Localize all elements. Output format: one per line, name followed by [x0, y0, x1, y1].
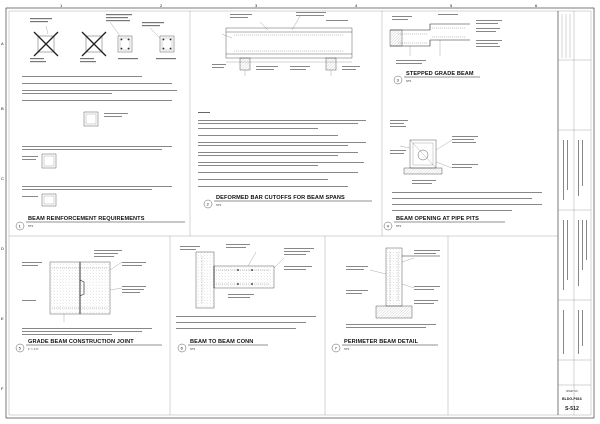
- detail-scale: NTS: [396, 225, 402, 228]
- grid-label: B: [1, 106, 4, 111]
- grid-label: F: [1, 386, 4, 391]
- sheet-label: SHEET NO.: [566, 391, 579, 393]
- grid-label: 1: [60, 3, 63, 8]
- grid-label: 2: [160, 3, 163, 8]
- detail-number: 4: [386, 223, 389, 229]
- detail-6-drawing: [176, 244, 316, 329]
- grid-label: 5: [450, 3, 453, 8]
- detail-5-title: [16, 339, 162, 352]
- detail-title: STEPPED GRADE BEAM: [406, 71, 474, 77]
- detail-number: 1: [18, 223, 21, 229]
- detail-title: GRADE BEAM CONSTRUCTION JOINT: [28, 339, 134, 345]
- detail-number: 7: [334, 345, 337, 351]
- grid-label: A: [1, 41, 4, 46]
- detail-7-title: [332, 339, 438, 352]
- detail-number: 3: [396, 77, 399, 83]
- grid-label: C: [1, 176, 4, 181]
- detail-scale: NTS: [28, 225, 34, 228]
- detail-3-drawing: [390, 14, 502, 64]
- detail-4-title: [384, 216, 505, 230]
- detail-5-drawing: [22, 250, 152, 335]
- detail-scale: NTS: [406, 80, 412, 83]
- detail-number: 5: [18, 345, 21, 351]
- detail-4-drawing: [390, 120, 542, 211]
- grid-label: E: [1, 316, 4, 321]
- detail-3-title: [394, 71, 480, 84]
- detail-number: 6: [180, 345, 183, 351]
- detail-scale: NTS: [216, 204, 222, 207]
- grid-labels-top: [60, 3, 538, 8]
- detail-title: BEAM OPENING AT PIPE PITS: [396, 216, 479, 222]
- grid-label: 4: [355, 3, 358, 8]
- detail-title: DEFORMED BAR CUTOFFS FOR BEAM SPANS: [216, 195, 345, 201]
- detail-scale: NTS: [344, 348, 350, 351]
- grid-label: D: [1, 246, 4, 251]
- detail-1-drawing: [22, 14, 177, 206]
- detail-title: BEAM TO BEAM CONN: [190, 339, 254, 345]
- grid-labels-left: [1, 41, 4, 391]
- detail-2-drawing: [198, 12, 366, 187]
- inner-border: [9, 11, 591, 415]
- detail-7-drawing: [346, 248, 440, 328]
- detail-scale: 1" = 1'-0": [28, 348, 39, 351]
- detail-2-title: [204, 195, 372, 208]
- grid-label: 3: [255, 3, 258, 8]
- grid-label: 6: [535, 3, 538, 8]
- detail-6-title: [178, 339, 268, 352]
- detail-title: PERIMETER BEAM DETAIL: [344, 339, 419, 345]
- detail-number: 2: [206, 201, 209, 207]
- detail-scale: NTS: [190, 348, 196, 351]
- sheet-number: S-512: [565, 406, 579, 412]
- sheet-code: BLDG-P816: [562, 397, 582, 401]
- detail-1-title: [16, 216, 185, 230]
- detail-title: BEAM REINFORCEMENT REQUIREMENTS: [28, 216, 145, 222]
- title-block: [558, 11, 591, 415]
